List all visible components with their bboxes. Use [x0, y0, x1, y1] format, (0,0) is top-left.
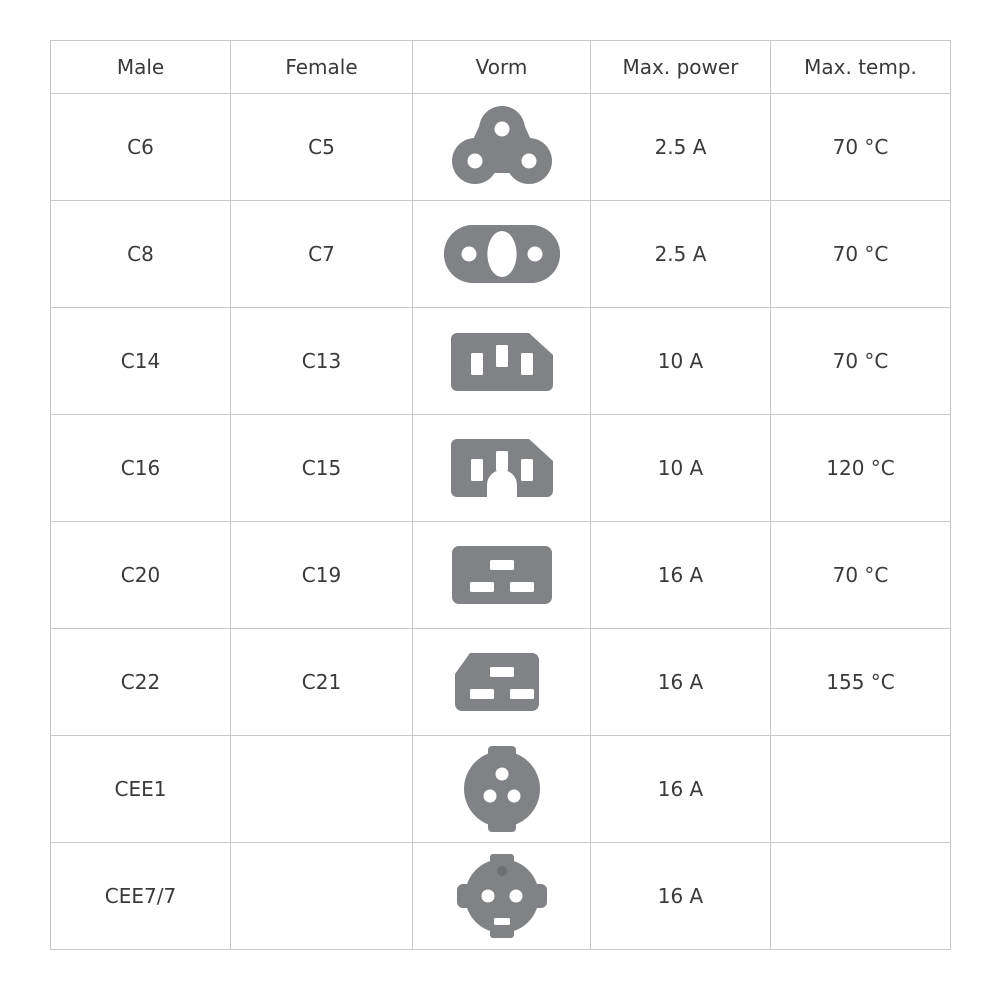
cell-vorm: [413, 94, 591, 201]
cee77-schuko-icon: [413, 843, 590, 949]
column-header-female: Female: [231, 41, 413, 94]
cell-female: C21: [231, 629, 413, 736]
cell-max-temp: 120 °C: [771, 415, 951, 522]
cee1-round-icon: [413, 736, 590, 842]
c13-kettle-icon: [413, 308, 590, 414]
cell-male: C14: [51, 308, 231, 415]
cell-max-power: 10 A: [591, 415, 771, 522]
cell-max-temp: 155 °C: [771, 629, 951, 736]
cell-vorm: [413, 522, 591, 629]
cell-vorm: [413, 415, 591, 522]
cell-female: C5: [231, 94, 413, 201]
column-header-vorm: Vorm: [413, 41, 591, 94]
table-header: [51, 41, 951, 94]
cell-vorm: [413, 308, 591, 415]
cell-male: C16: [51, 415, 231, 522]
column-header-male: Male: [51, 41, 231, 94]
cell-female: C19: [231, 522, 413, 629]
cell-vorm: [413, 736, 591, 843]
cell-vorm: [413, 629, 591, 736]
header-row: [51, 41, 951, 94]
connector-table: [50, 40, 951, 950]
cell-female: [231, 843, 413, 950]
cell-female: C15: [231, 415, 413, 522]
cell-male: C8: [51, 201, 231, 308]
table-row: [51, 843, 951, 950]
table-body: [51, 94, 951, 950]
cell-max-temp: 70 °C: [771, 94, 951, 201]
cell-male: C22: [51, 629, 231, 736]
c15-hot-icon: [413, 415, 590, 521]
table-row: [51, 629, 951, 736]
cell-max-power: 16 A: [591, 629, 771, 736]
table-row: [51, 201, 951, 308]
cell-male: C20: [51, 522, 231, 629]
cell-max-power: 10 A: [591, 308, 771, 415]
table-row: [51, 415, 951, 522]
table-row: [51, 736, 951, 843]
cell-max-temp: 70 °C: [771, 308, 951, 415]
cell-female: C7: [231, 201, 413, 308]
cell-max-temp: [771, 736, 951, 843]
cell-max-power: 16 A: [591, 522, 771, 629]
cell-max-power: 16 A: [591, 843, 771, 950]
cell-male: C6: [51, 94, 231, 201]
table-row: [51, 308, 951, 415]
cell-max-temp: 70 °C: [771, 522, 951, 629]
table-row: [51, 522, 951, 629]
cell-vorm: [413, 843, 591, 950]
cell-male: CEE1: [51, 736, 231, 843]
table-row: [51, 94, 951, 201]
cell-max-power: 2.5 A: [591, 94, 771, 201]
cell-male: CEE7/7: [51, 843, 231, 950]
cell-female: [231, 736, 413, 843]
cell-female: C13: [231, 308, 413, 415]
cell-max-temp: 70 °C: [771, 201, 951, 308]
column-header-max-power: Max. power: [591, 41, 771, 94]
cell-vorm: [413, 201, 591, 308]
cell-max-temp: [771, 843, 951, 950]
c19-rect-icon: [413, 522, 590, 628]
cell-max-power: 16 A: [591, 736, 771, 843]
c5-clover-icon: [413, 94, 590, 200]
c21-hot-rect-icon: [413, 629, 590, 735]
column-header-max-temp: Max. temp.: [771, 41, 951, 94]
cell-max-power: 2.5 A: [591, 201, 771, 308]
c7-figure-eight-icon: [413, 201, 590, 307]
